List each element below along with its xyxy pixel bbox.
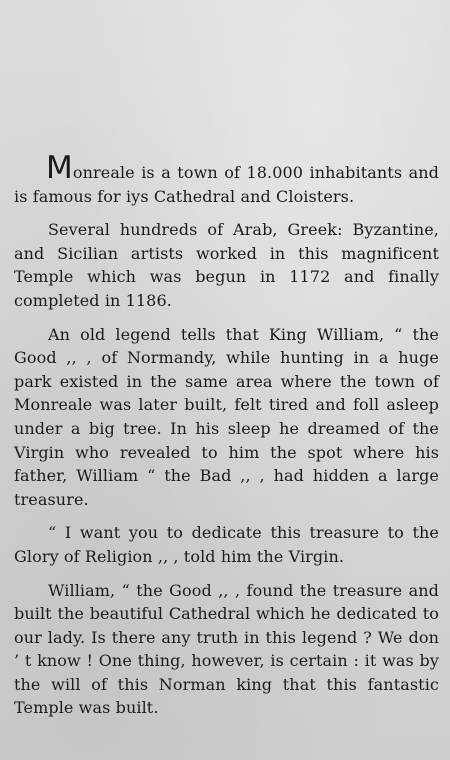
paragraph-virgin-quote: “ I want you to dedicate this treasure to the Glory of Religion ,, , told him the Virgin.: [14, 523, 439, 566]
paragraph-legend: An old legend tells that King William, “ the Good ,, , of Normandy, while hunting in a huge park existed in the same area where the town of Monreale was later built, felt tired and foll asleep under a big tree. In his sleep he dreamed of the Virgin who revealed to him the spot where his father, William “ the Bad ,, , had hidden a large treasure.: [14, 324, 439, 509]
dropcap-letter: M: [46, 150, 73, 186]
paragraph-intro: [14, 150, 439, 208]
paragraph-conclusion: William, “ the Good ,, , found the treasure and built the beautiful Cathedral which he dedicated to our lady. Is there any truth in this legend ? We don ’ t know ! One thing, however, is certain : it was by the will of this Norman king that this fantastic Temple was built.: [14, 580, 439, 718]
document-body: [14, 150, 439, 730]
paragraph-intro-text: onreale is a town of 18.000 inhabitants and is famous for iys Cathedral and Cloisters.: [14, 163, 439, 206]
paragraph-artists: Several hundreds of Arab, Greek: Byzantine, and Sicilian artists worked in this magnificent Temple which was begun in 1172 and finally completed in 1186.: [14, 220, 439, 310]
